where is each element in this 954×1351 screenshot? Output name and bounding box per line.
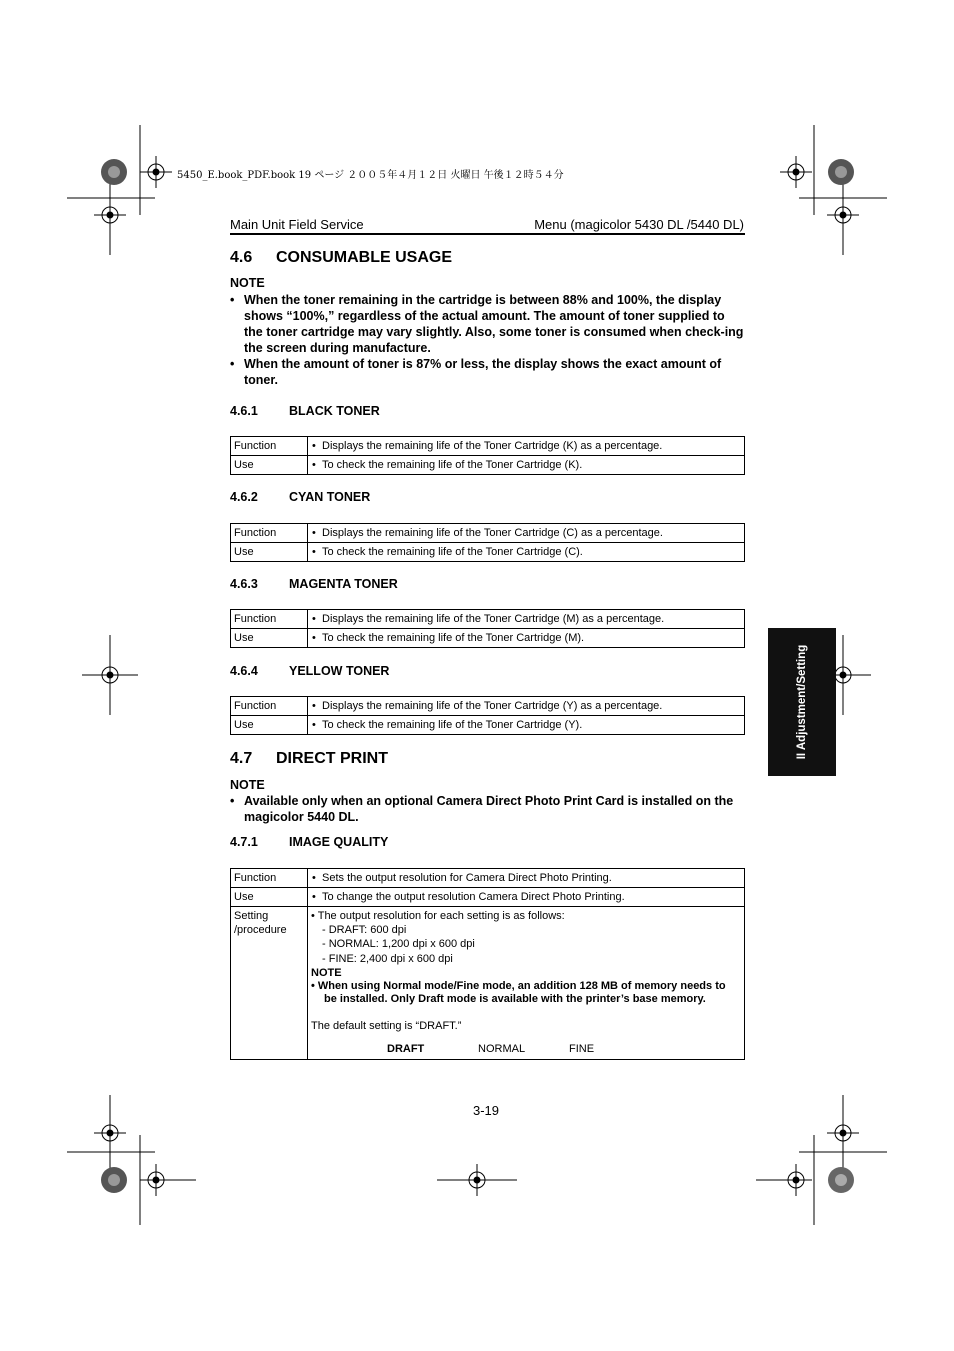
setting-option-line: - FINE: 2,400 dpi x 600 dpi [322,953,453,965]
table-row [231,629,745,648]
side-chapter-tab-label: II Adjustment/Setting [796,644,808,760]
table-row [231,697,745,716]
section-heading-4-7 [230,750,388,768]
magenta-toner-table [230,609,745,648]
table-cell-label: Function [231,437,308,456]
table-cell-label [231,907,308,1060]
note-list [230,292,745,388]
subsection-number: 4.6.4 [230,664,258,678]
table-cell-value: • Displays the remaining life of the Toner Cartridge (M) as a percentage. [308,610,745,629]
subsection-number: 4.7.1 [230,835,258,849]
header-right: Menu (magicolor 5430 DL /5440 DL) [534,217,744,232]
note-label: NOTE [230,276,265,290]
table-row [231,456,745,475]
table-row [231,437,745,456]
subsection-heading-magenta-toner [230,577,398,591]
setting-label: Setting [234,910,269,922]
table-cell-value: • Displays the remaining life of the Toner Cartridge (Y) as a percentage. [308,697,745,716]
table-cell-label: Use [231,888,308,907]
table-row [231,524,745,543]
note-item: • When the toner remaining in the cartridge is between 88% and 100%, the display shows “100%,” regardless of the actual amount. The amount of toner supplied to the toner cartridge may vary slightly. Also, some toner is consumed when check-ing the screen during manufacture. [230,292,745,356]
printer-slug-line: 5450_E.book_PDF.book 19 ページ ２００５年４月１２日 火曜日 午後１２時５４分 [177,170,564,181]
table-cell-value: • To check the remaining life of the Toner Cartridge (M). [308,629,745,648]
note-item: • When the amount of toner is 87% or less, the display shows the exact amount of toner. [230,356,745,388]
setting-procedure-cell [308,907,745,1060]
subsection-number: 4.6.2 [230,490,258,504]
section-number: 4.7 [230,750,253,767]
section-title: DIRECT PRINT [276,750,388,767]
table-row [231,716,745,735]
subsection-title: YELLOW TONER [289,664,390,678]
subsection-title: CYAN TONER [289,490,371,504]
table-cell-label: Function [231,697,308,716]
table-cell-label: Use [231,456,308,475]
subsection-title: IMAGE QUALITY [289,835,389,849]
table-cell-value: • To change the output resolution Camera Direct Photo Printing. [308,888,745,907]
subsection-heading-cyan-toner [230,490,370,504]
black-toner-table [230,436,745,475]
setting-note-line: be installed. Only Draft mode is available with the printer’s base memory. [324,993,706,1005]
table-row [231,907,745,1060]
option-fine: FINE [569,1043,595,1055]
option-draft: DRAFT [387,1043,425,1055]
subsection-number: 4.6.1 [230,404,258,418]
subsection-heading-black-toner [230,404,380,418]
section-number: 4.6 [230,249,253,266]
table-cell-label: Use [231,716,308,735]
section-title: CONSUMABLE USAGE [276,249,453,266]
table-cell-value: • To check the remaining life of the Toner Cartridge (K). [308,456,745,475]
table-row [231,610,745,629]
setting-option-line: - DRAFT: 600 dpi [322,924,407,936]
table-cell-label: Function [231,524,308,543]
image-quality-table [230,868,745,1060]
subsection-heading-image-quality [230,835,388,849]
subsection-heading-yellow-toner [230,664,389,678]
setting-option-line: - NORMAL: 1,200 dpi x 600 dpi [322,938,475,950]
default-setting-text: The default setting is “DRAFT.” [311,1020,462,1032]
table-cell-value: • Displays the remaining life of the Toner Cartridge (C) as a percentage. [308,524,745,543]
setting-label: /procedure [234,924,287,936]
note-list [230,793,745,825]
subsection-title: MAGENTA TONER [289,577,398,591]
table-cell-value: • To check the remaining life of the Toner Cartridge (Y). [308,716,745,735]
setting-note-line: • When using Normal mode/Fine mode, an addition 128 MB of memory needs to [311,979,726,993]
subsection-title: BLACK TONER [289,404,380,418]
table-cell-value: • To check the remaining life of the Toner Cartridge (C). [308,543,745,562]
setting-note-label: NOTE [311,967,342,979]
section-heading-4-6 [230,249,452,267]
side-chapter-tab [768,628,836,776]
table-cell-label: Use [231,543,308,562]
yellow-toner-table [230,696,745,735]
note-label: NOTE [230,778,265,792]
table-cell-label: Function [231,610,308,629]
page-number: 3-19 [473,1103,500,1118]
table-row [231,543,745,562]
table-cell-value: • Displays the remaining life of the Toner Cartridge (K) as a percentage. [308,437,745,456]
option-normal: NORMAL [478,1043,526,1055]
table-cell-label: Use [231,629,308,648]
note-item: • Available only when an optional Camera Direct Photo Print Card is installed on the magicolor 5440 DL. [230,793,745,825]
header-rule [230,233,745,235]
table-row [231,888,745,907]
subsection-number: 4.6.3 [230,577,258,591]
setting-intro: • The output resolution for each setting is as follows: [311,909,565,923]
table-row [231,869,745,888]
cyan-toner-table [230,523,745,562]
table-cell-label: Function [231,869,308,888]
header-left: Main Unit Field Service [230,217,364,232]
table-cell-value: • Sets the output resolution for Camera Direct Photo Printing. [308,869,745,888]
